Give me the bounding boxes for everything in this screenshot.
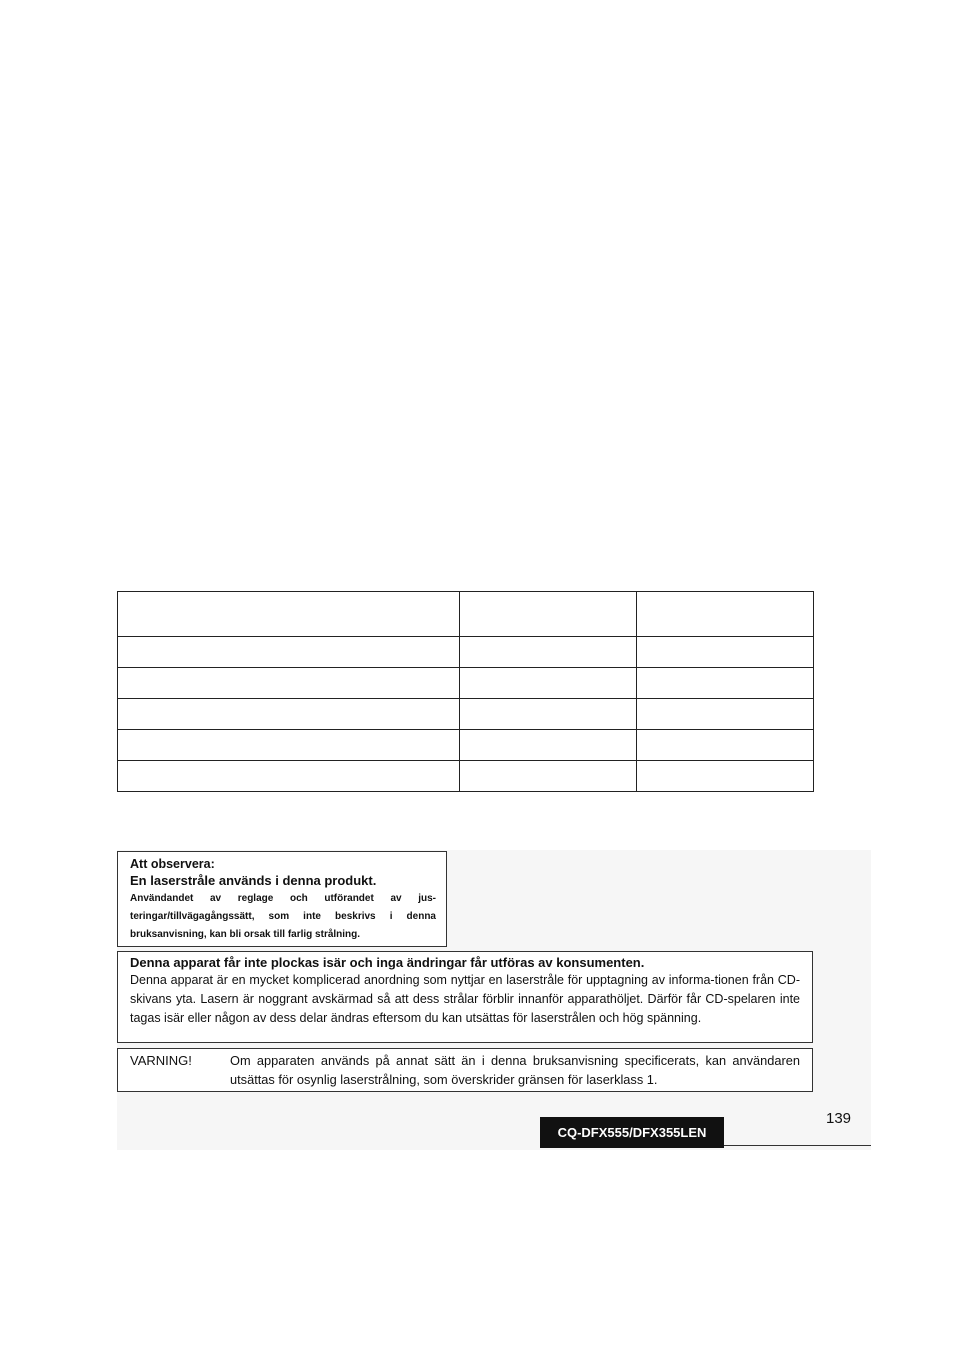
table-row — [118, 637, 814, 668]
table-cell — [460, 668, 637, 699]
table-cell — [637, 592, 814, 637]
footer-divider — [724, 1145, 871, 1146]
table-row — [118, 761, 814, 792]
warning-body: Om apparaten används på annat sätt än i denna bruksanvisning specificerats, kan användaren utsättas för osynlig laserstrålning, som överskrider gränsen för laserklass 1. — [230, 1053, 800, 1087]
model-badge: CQ-DFX555/DFX355LEN — [540, 1117, 724, 1148]
table-cell — [118, 699, 460, 730]
table-cell — [637, 699, 814, 730]
table-header-row — [118, 592, 814, 637]
warning-label: VARNING! — [130, 1053, 192, 1068]
table-row — [118, 668, 814, 699]
table-row — [118, 730, 814, 761]
dismantle-body: Denna apparat är en mycket komplicerad anordning som nyttjar en laserstråle för upptagning av informa-tionen från CD-skivans yta. Lasern är noggrant avskärmad så att dess strålar förblir innanför apparathöljet. Därför får CD-spelaren inte tagas isär eller någon av dess delar ändras eftersom du kan utsättas för laserstrålen och hög spänning. — [130, 973, 800, 1025]
dismantle-heading: Denna apparat får inte plockas isär och inga ändringar får utföras av konsumenten. — [130, 955, 645, 970]
table-cell — [460, 637, 637, 668]
observe-subheading: En laserstråle används i denna produkt. — [130, 873, 377, 888]
table-cell — [118, 730, 460, 761]
page-number: 139 — [826, 1110, 852, 1127]
table-cell — [460, 730, 637, 761]
table-cell — [460, 592, 637, 637]
table-cell — [460, 699, 637, 730]
table-cell — [637, 730, 814, 761]
observe-body: Användandet av reglage och utförandet av jus-teringar/tillvägagångssätt, som inte beskrivs i denna bruksanvisning, kan bli orsak till farlig strålning. — [130, 893, 436, 940]
table-cell — [637, 668, 814, 699]
table-cell — [118, 637, 460, 668]
table-cell — [637, 637, 814, 668]
table-row — [118, 699, 814, 730]
laser-warning-notice — [117, 1048, 813, 1092]
empty-table — [117, 591, 814, 792]
table-cell — [118, 668, 460, 699]
observe-heading: Att observera: — [130, 857, 215, 871]
table-cell — [637, 761, 814, 792]
table-cell — [118, 761, 460, 792]
table-cell — [118, 592, 460, 637]
dismantle-warning-notice — [117, 951, 813, 1043]
table-cell — [460, 761, 637, 792]
laser-observe-notice — [117, 851, 447, 947]
